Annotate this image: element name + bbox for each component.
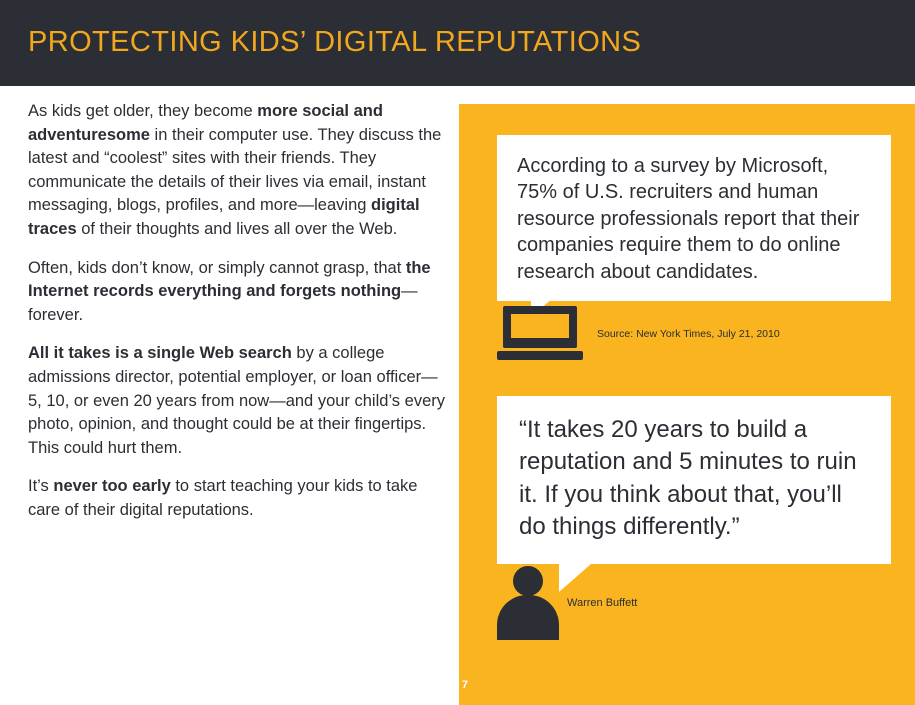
emphasis-text: more social and adventuresome — [28, 102, 383, 144]
plain-text: It’s — [28, 477, 54, 496]
callout-card-quote — [497, 396, 891, 564]
callout-statistic-text: According to a survey by Microsoft, 75% of U.S. recruiters and human resource professionals report that their companies require them to do online research about candidates. — [517, 155, 860, 283]
paragraph-3 — [28, 342, 448, 460]
page-title: PROTECTING KIDS’ DIGITAL REPUTATIONS — [28, 26, 642, 58]
plain-text: to start teaching your kids to take care of their digital reputations. — [28, 477, 418, 519]
person-silhouette-icon — [497, 566, 559, 640]
paragraph-4 — [28, 475, 448, 522]
page-number: 7 — [461, 679, 468, 691]
plain-text: —forever. — [28, 282, 418, 324]
plain-text: As kids get older, they become — [28, 102, 258, 120]
callout-card-statistic — [497, 135, 891, 301]
slide-header — [0, 0, 915, 86]
callout-statistic-source: Source: New York Times, July 21, 2010 — [597, 328, 780, 340]
emphasis-text: digital traces — [28, 196, 420, 238]
plain-text: of their thoughts and lives all over the Web. — [76, 219, 398, 238]
person-head — [513, 566, 543, 596]
person-body — [497, 595, 559, 640]
callout-tail-quote — [559, 564, 591, 592]
emphasis-text: All it takes is a single Web search — [28, 344, 292, 363]
laptop-screen-inner — [511, 314, 569, 338]
laptop-base — [497, 351, 583, 360]
plain-text: Often, kids don’t know, or simply cannot grasp, that — [28, 258, 406, 277]
body-text-column — [28, 100, 448, 538]
paragraph-1 — [28, 100, 448, 242]
emphasis-text: never too early — [53, 477, 171, 496]
paragraph-2 — [28, 257, 448, 328]
callout-quote-attribution: Warren Buffett — [567, 597, 638, 609]
laptop-screen — [503, 306, 577, 348]
plain-text: in their computer use. They discuss the latest and “coolest” sites with their friends. They communicate the details of their lives via email, instant messaging, blogs, profiles, and more—leaving — [28, 125, 442, 215]
emphasis-text: the Internet records everything and forgets nothing — [28, 258, 431, 301]
plain-text: by a college admissions director, potential employer, or loan officer—5, 10, or even 20 years from now—and your child’s every photo, opinion, and thought could be at their fingertips. This could hurt them. — [28, 344, 445, 457]
callout-quote-text: “It takes 20 years to build a reputation and 5 minutes to ruin it. If you think about that, you’ll do things differently.” — [519, 416, 857, 541]
laptop-icon — [497, 306, 583, 364]
sidebar-panel — [459, 104, 915, 705]
